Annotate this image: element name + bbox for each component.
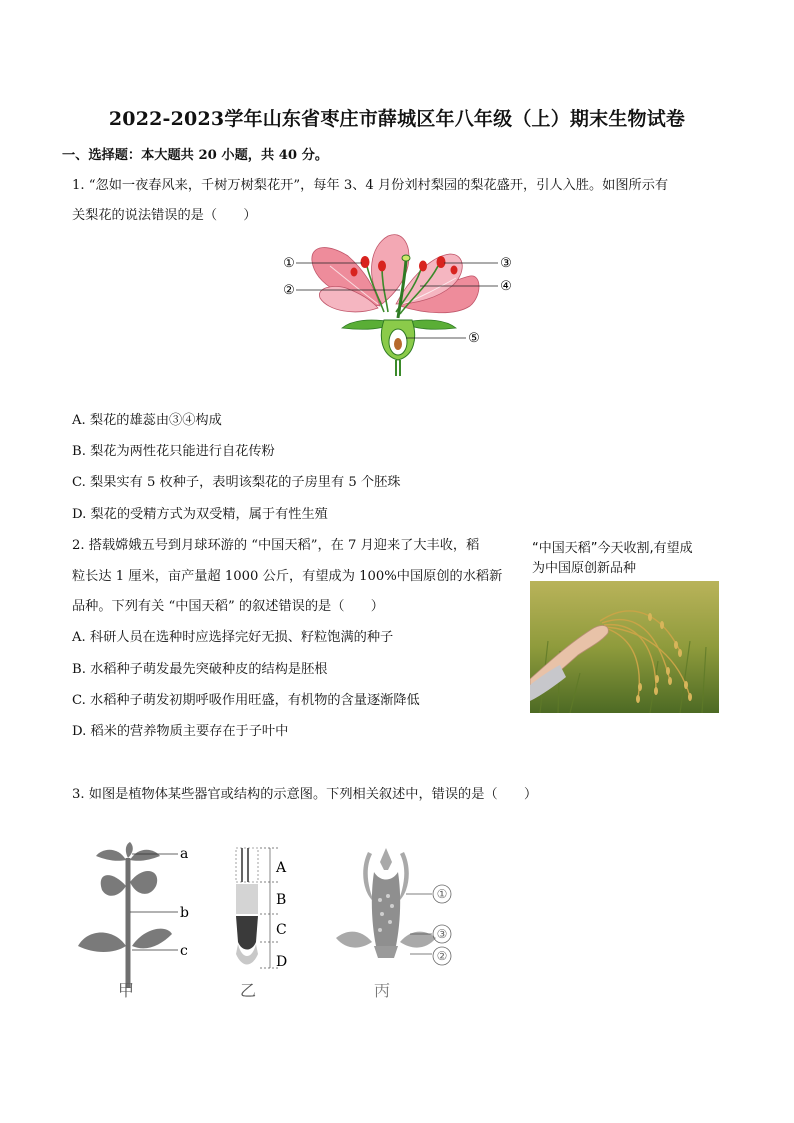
flower-label-2: ② (283, 283, 295, 298)
flower-label-1: ① (283, 256, 295, 271)
flower-label-5: ⑤ (468, 331, 480, 346)
section-heading: 一、选择题：本大题共 20 小题，共 40 分。 (62, 148, 329, 163)
yi-label-a: A (276, 860, 287, 876)
rice-harvest-photo (530, 581, 719, 713)
q2-stem-line2: 粒长达 1 厘米，亩产量超 1000 公斤，有望成为 100%中国原创的水稻新 (72, 569, 503, 584)
yi-caption: 乙 (239, 981, 257, 1000)
bing-label-1: ① (436, 887, 448, 901)
q2-option-a: A. 科研人员在选种时应选择完好无损、籽粒饱满的种子 (72, 630, 394, 645)
rice-photo-caption-line2: 为中国原创新品种 (532, 561, 637, 576)
q2-option-b: B. 水稻种子萌发最先突破种皮的结构是胚根 (72, 662, 328, 677)
flower-label-3: ③ (500, 256, 512, 271)
flower-label-4: ④ (500, 279, 512, 294)
pear-flower-diagram (270, 226, 520, 378)
bing-label-2: ② (436, 949, 448, 963)
yi-label-d: D (276, 954, 288, 970)
page-title: 2022-2023学年山东省枣庄市薛城区年八年级（上）期末生物试卷 (108, 108, 686, 130)
q1-stem-line2: 关梨花的说法错误的是（ ） (72, 208, 257, 223)
jia-label-b: b (180, 905, 189, 921)
flower-stalk (396, 360, 400, 376)
yi-label-c: C (276, 922, 287, 938)
q1-option-c: C. 梨果实有 5 枚种子，表明该梨花的子房里有 5 个胚珠 (72, 475, 401, 490)
rice-photo-caption-line1: “中国天稻”今天收割,有望成 (532, 541, 693, 556)
figure-jia-stem-diagram (70, 842, 200, 1002)
jia-label-c: c (180, 943, 188, 959)
q2-stem-line3: 品种。下列有关 “中国天稻” 的叙述错误的是（ ） (72, 599, 384, 614)
q1-option-d: D. 梨花的受精方式为双受精，属于有性生殖 (72, 507, 328, 522)
yi-label-b: B (276, 892, 287, 908)
q1-option-a: A. 梨花的雄蕊由③④构成 (72, 413, 222, 428)
q3-stem: 3. 如图是植物体某些器官或结构的示意图。下列相关叙述中，错误的是（ ） (72, 787, 538, 802)
jia-caption: 甲 (117, 981, 135, 1000)
figure-yi-root-tip-diagram (212, 842, 302, 1002)
figure-bing-bud-diagram (326, 842, 466, 1002)
bing-label-3: ③ (436, 927, 448, 941)
jia-label-a: a (180, 846, 189, 862)
q1-option-b: B. 梨花为两性花只能进行自花传粉 (72, 444, 275, 459)
q2-option-c: C. 水稻种子萌发初期呼吸作用旺盛，有机物的含量逐渐降低 (72, 693, 420, 708)
q2-option-d: D. 稻米的营养物质主要存在于子叶中 (72, 724, 289, 739)
q1-stem-line1: 1. “忽如一夜春风来，千树万树梨花开”，每年 3、4 月份刘村梨园的梨花盛开，引人入胜。如图所示有 (72, 178, 669, 193)
ovule (394, 338, 402, 350)
bing-caption: 丙 (373, 981, 391, 1000)
q2-stem-line1: 2. 搭载嫦娥五号到月球环游的 “中国天稻”，在 7 月迎来了大丰收，稻 (72, 538, 480, 553)
stigma (402, 255, 410, 261)
